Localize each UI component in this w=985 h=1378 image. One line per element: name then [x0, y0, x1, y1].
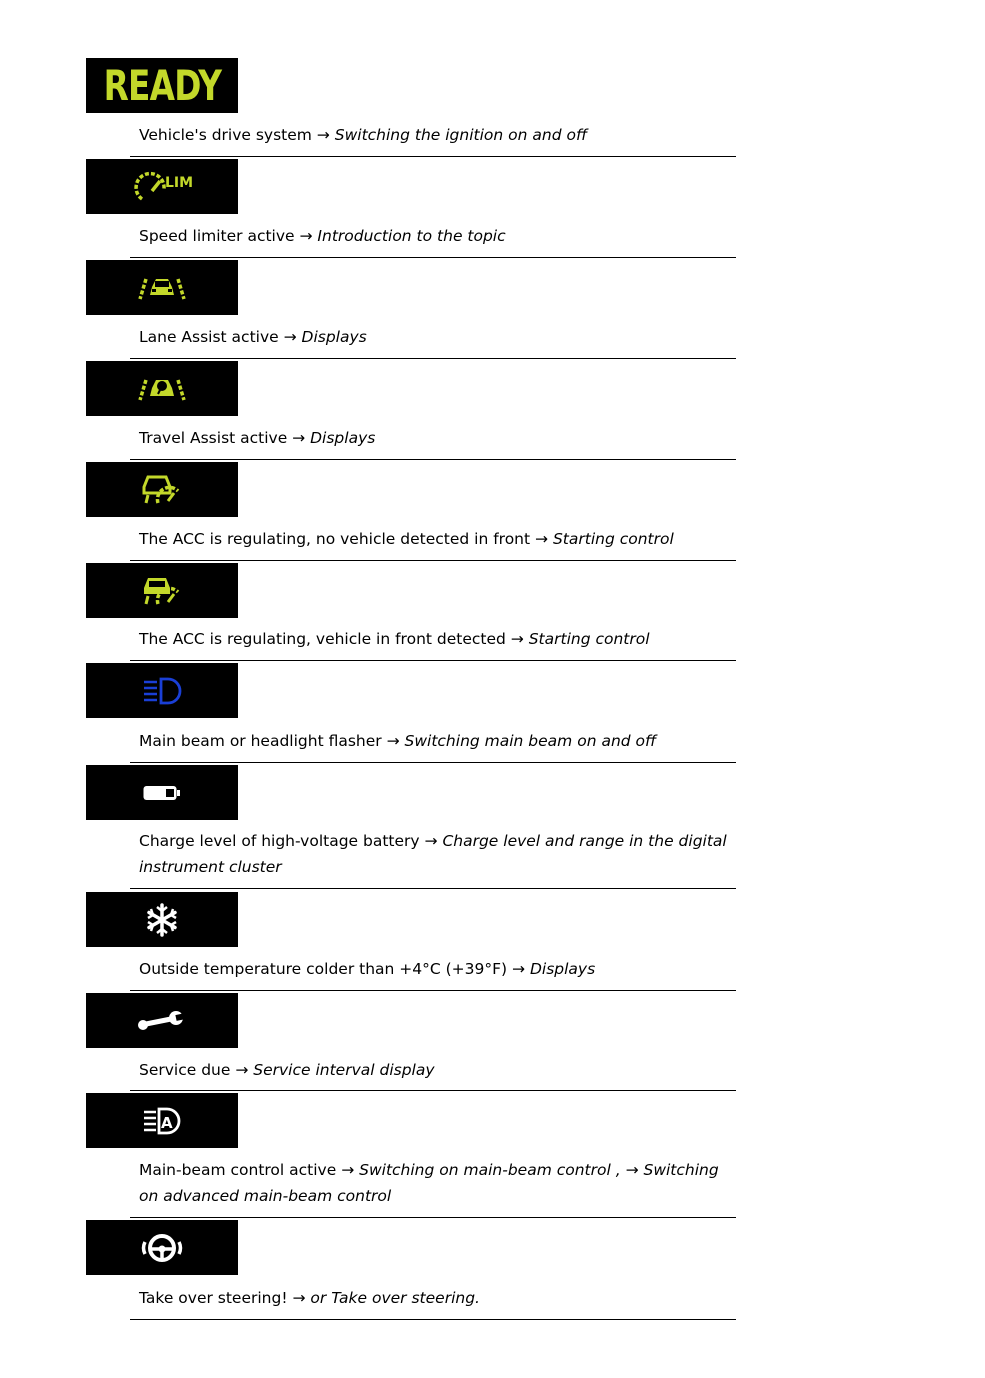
icon-box: [86, 159, 238, 214]
entry-text: Charge level of high-voltage battery →: [139, 832, 438, 850]
entry-text: Travel Assist active →: [139, 429, 306, 447]
cross-reference[interactable]: Displays: [301, 328, 367, 346]
entry-text: Main-beam control active →: [139, 1161, 355, 1179]
entry-text: Take over steering! →: [139, 1289, 306, 1307]
divider: [130, 762, 736, 763]
entry-description: [139, 1057, 729, 1083]
cross-reference[interactable]: Switching main beam on and off: [404, 732, 657, 750]
entry-text: Outside temperature colder than +4°C (+39°F) →: [139, 960, 526, 978]
cross-reference[interactable]: Starting control: [552, 530, 674, 548]
icon-box: [86, 993, 238, 1048]
icon-box: [86, 1220, 238, 1275]
entry-description: [139, 956, 729, 982]
acc-vehicle-detected-icon: [138, 574, 186, 608]
cross-reference[interactable]: Charge level and range in the digital instrument cluster: [139, 832, 727, 876]
ready-icon: READY: [103, 61, 221, 110]
divider: [130, 257, 736, 258]
entry-description: [139, 1285, 729, 1311]
icon-box: [86, 563, 238, 618]
entry-description: [139, 728, 729, 754]
entry-text: Lane Assist active →: [139, 328, 297, 346]
divider: [130, 888, 736, 889]
divider: [130, 1319, 736, 1320]
entry-text: Vehicle's drive system →: [139, 126, 330, 144]
cross-reference[interactable]: Displays: [529, 960, 596, 978]
snowflake-icon: [145, 903, 179, 937]
divider: [130, 1217, 736, 1218]
icon-box: [86, 1093, 238, 1148]
entry-text: Main beam or headlight flasher →: [139, 732, 400, 750]
entry-text: The ACC is regulating, no vehicle detected in front →: [139, 530, 549, 548]
entry-description: [139, 324, 729, 350]
entry-text: Speed limiter active →: [139, 227, 313, 245]
icon-box: [86, 765, 238, 820]
speed-limiter-icon: [134, 167, 194, 207]
entry-description: [139, 626, 729, 652]
icon-box: [86, 663, 238, 718]
icon-box: [86, 361, 238, 416]
icon-box: [86, 260, 238, 315]
entry-description: [139, 223, 729, 249]
entry-description: [139, 1157, 729, 1209]
steering-wheel-icon: [140, 1232, 184, 1264]
divider: [130, 560, 736, 561]
main-beam-control-icon: [142, 1107, 182, 1135]
divider: [130, 156, 736, 157]
auto-label: A: [161, 1113, 173, 1132]
wrench-icon: [137, 1009, 187, 1033]
cross-reference[interactable]: Starting control: [528, 630, 650, 648]
divider: [130, 1090, 736, 1091]
entry-description: [139, 122, 729, 148]
cross-reference[interactable]: Switching the ignition on and off: [334, 126, 588, 144]
lane-assist-icon: [138, 273, 186, 303]
cross-reference[interactable]: Switching on main-beam control , → Switching on advanced main-beam control: [139, 1161, 719, 1205]
lim-label: LIM: [165, 174, 194, 191]
icon-box: [86, 58, 238, 113]
entry-text: The ACC is regulating, vehicle in front detected →: [139, 630, 524, 648]
divider: [130, 459, 736, 460]
entry-text: Service due →: [139, 1061, 249, 1079]
divider: [130, 990, 736, 991]
main-beam-icon: [142, 677, 182, 705]
entry-description: [139, 526, 729, 552]
entry-description: [139, 828, 729, 880]
cross-reference[interactable]: or Take over steering.: [310, 1289, 480, 1307]
travel-assist-icon: [138, 374, 186, 404]
cross-reference[interactable]: Displays: [310, 429, 376, 447]
divider: [130, 358, 736, 359]
entry-description: [139, 425, 729, 451]
icon-box: [86, 462, 238, 517]
icon-box: [86, 892, 238, 947]
cross-reference[interactable]: Service interval display: [253, 1061, 435, 1079]
divider: [130, 660, 736, 661]
acc-no-vehicle-icon: [138, 473, 186, 507]
cross-reference[interactable]: Introduction to the topic: [317, 227, 506, 245]
battery-icon: [142, 784, 182, 802]
